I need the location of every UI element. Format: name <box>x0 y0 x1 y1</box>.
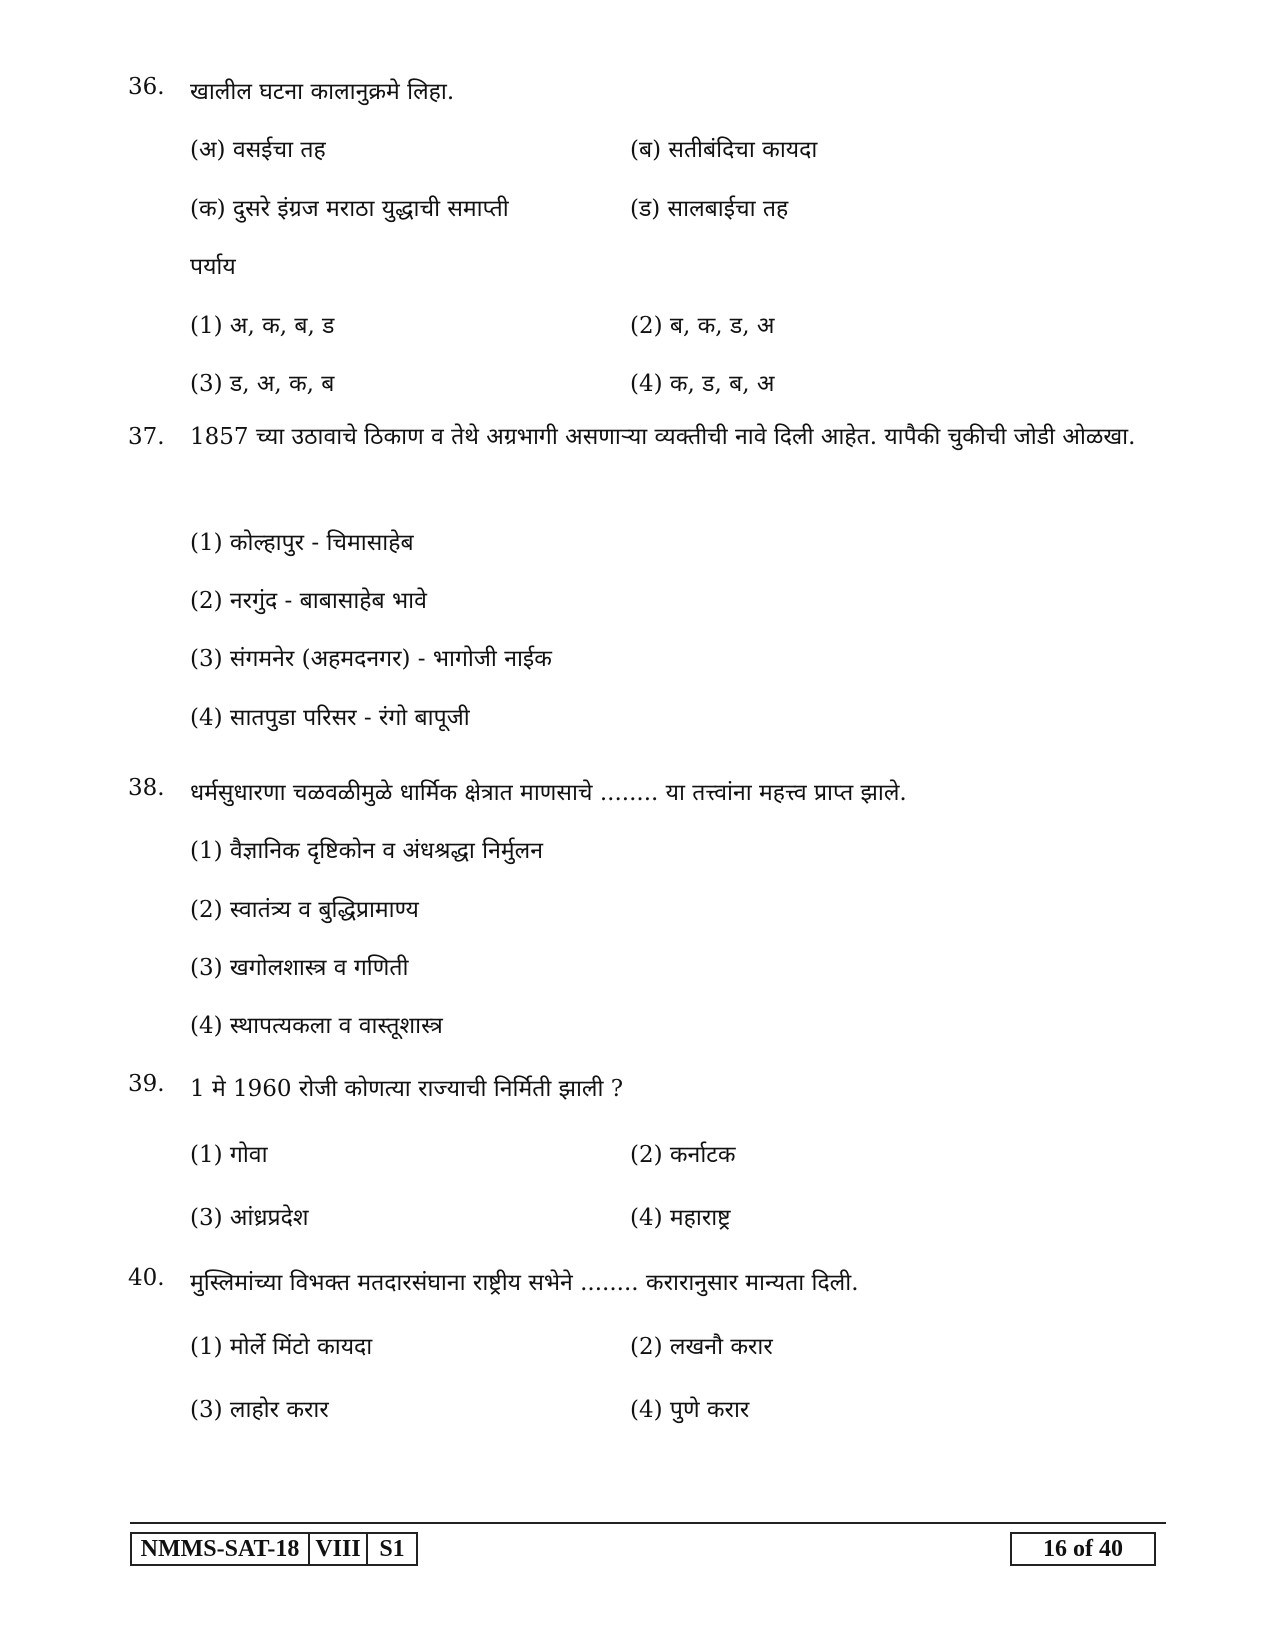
question-number: 40. <box>128 1265 165 1291</box>
option: (3) लाहोर करार <box>190 1397 329 1423</box>
option: (4) सातपुडा परिसर - रंगो बापूजी <box>190 705 470 731</box>
event-item: (ब) सतीबंदिचा कायदा <box>630 137 818 163</box>
question-number: 39. <box>128 1071 165 1097</box>
option: (3) ड, अ, क, ब <box>190 371 335 397</box>
option: (2) लखनौ करार <box>630 1334 773 1360</box>
option: (1) कोल्हापुर - चिमासाहेब <box>190 530 414 556</box>
event-item: (अ) वसईचा तह <box>190 137 326 163</box>
question-text: खालील घटना कालानुक्रमे लिहा. <box>190 79 455 105</box>
event-item: (क) दुसरे इंग्रज मराठा युद्धाची समाप्ती <box>190 196 509 222</box>
choices-label: पर्याय <box>190 254 236 280</box>
option: (2) नरगुंद - बाबासाहेब भावे <box>190 588 427 614</box>
option: (3) आंध्रप्रदेश <box>190 1205 309 1231</box>
question-text: 1 मे 1960 रोजी कोणत्या राज्याची निर्मिती झाली ? <box>190 1076 624 1102</box>
option: (3) खगोलशास्त्र व गणिती <box>190 955 409 981</box>
option: (4) महाराष्ट्र <box>630 1205 731 1231</box>
page-number-box: 16 of 40 <box>1010 1532 1156 1566</box>
event-item: (ड) सालबाईचा तह <box>630 196 789 222</box>
option: (2) कर्नाटक <box>630 1142 736 1168</box>
paper-code-box: NMMS-SAT-18 <box>130 1532 310 1566</box>
set-box: S1 <box>366 1532 418 1566</box>
option: (1) अ, क, ब, ड <box>190 313 335 339</box>
question-number: 38. <box>128 775 165 801</box>
question-text: 1857 च्या उठावाचे ठिकाण व तेथे अग्रभागी असणाऱ्या व्यक्तीची नावे दिली आहेत. यापैकी चुकीची जोडी ओळखा. <box>190 424 1136 450</box>
option: (1) गोवा <box>190 1142 268 1168</box>
class-box: VIII <box>308 1532 368 1566</box>
question-text: धर्मसुधारणा चळवळीमुळे धार्मिक क्षेत्रात माणसाचे ........ या तत्त्वांना महत्त्व प्राप्त झाले. <box>190 780 907 806</box>
option: (2) स्वातंत्र्य व बुद्धिप्रामाण्य <box>190 897 419 923</box>
option: (3) संगमनेर (अहमदनगर) - भागोजी नाईक <box>190 646 552 672</box>
option: (1) वैज्ञानिक दृष्टिकोन व अंधश्रद्धा निर्मुलन <box>190 838 543 864</box>
footer-divider <box>130 1522 1166 1524</box>
option: (2) ब, क, ड, अ <box>630 313 775 339</box>
option: (4) पुणे करार <box>630 1397 750 1423</box>
question-text: मुस्लिमांच्या विभक्त मतदारसंघाना राष्ट्रीय सभेने ........ करारानुसार मान्यता दिली. <box>190 1270 859 1296</box>
question-number: 36. <box>128 74 165 100</box>
option: (4) स्थापत्यकला व वास्तूशास्त्र <box>190 1013 443 1039</box>
option: (1) मोर्ले मिंटो कायदा <box>190 1334 373 1360</box>
question-number: 37. <box>128 424 165 450</box>
option: (4) क, ड, ब, अ <box>630 371 775 397</box>
